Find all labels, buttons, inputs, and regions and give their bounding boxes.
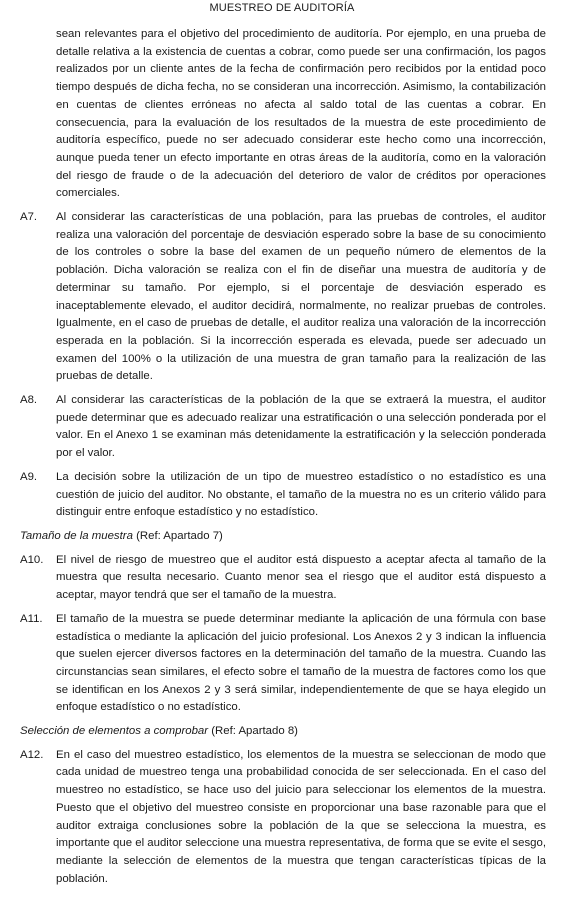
paragraph-text: El nivel de riesgo de muestreo que el auditor está dispuesto a aceptar afecta al tamaño de la muestra que resulta necesario. Cuanto menor sea el riesgo que el auditor está dispuesto a aceptar, mayor tendrá que ser el tamaño de la muestra. [56,553,546,602]
continuation-paragraph [20,26,546,203]
paragraph-number: A12. [20,748,44,761]
document-body [20,26,546,894]
paragraph-text: En el caso del muestreo estadístico, los elementos de la muestra se seleccionan de modo que cada unidad de muestreo tenga una probabilidad conocida de ser seleccionada. En el caso del muestreo no estadístico, se hace uso del juicio para seleccionar los elementos de la muestra. Puesto que el objetivo del muestreo consiste en proporcionar una base razonable para que el auditor extraiga conclusiones sobre la población de la que se selecciona la muestra, es importante que el auditor seleccione una muestra representativa, de forma que se evite el sesgo, mediante la selección de elementos de la muestra que tengan características típicas de la población. [56,748,546,885]
paragraph-a9 [20,469,546,522]
running-header: MUESTREO DE AUDITORÍA [209,2,355,14]
paragraph-text: Al considerar las características de una población, para las pruebas de controles, el auditor realiza una valoración del porcentaje de desviación esperado sobre la base de su conocimiento de los controles o sobre la base del examen de un pequeño número de elementos de la población. Dicha valoración se realiza con el fin de diseñar una muestra de auditoría y de determinar su tamaño. Por ejemplo, si el porcentaje de desviación esperado es inaceptablemente elevado, el auditor decidirá, normalmente, no realizar pruebas de controles. Igualmente, en el caso de pruebas de detalle, el auditor realiza una valoración de la incorrección esperada en la población. Si la incorrección esperada es elevada, puede ser adecuado un examen del 100% o la utilización de una muestra de gran tamaño para la realización de las pruebas de detalle. [56,211,546,383]
paragraph-a11 [20,611,546,717]
paragraph-number: A8. [20,394,38,407]
paragraph-number: A7. [20,211,38,224]
section-heading-item-selection [20,723,546,741]
paragraph-text: El tamaño de la muestra se puede determinar mediante la aplicación de una fórmula con base estadística o mediante la aplicación del juicio profesional. Los Anexos 2 y 3 indican la influencia que suelen ejercer diversos factores en la determinación del tamaño de la muestra. Cuando las circunstancias sean similares, el efecto sobre el tamaño de la muestra de factores como los que se identifican en los Anexos 2 y 3 será similar, independientemente de que se haya elegido un enfoque estadístico o no estadístico. [56,612,546,714]
section-reference: (Ref: Apartado 7) [132,529,223,542]
paragraph-a8 [20,392,546,463]
paragraph-a12 [20,747,546,889]
paragraph-text: Al considerar las características de la población de la que se extraerá la muestra, el auditor puede determinar que es adecuado realizar una estratificación o una selección ponderada por el valor. En el Anexo 1 se examinan más detenidamente la estratificación y la selección ponderada por el valor. [56,394,546,460]
paragraph-number: A11. [20,612,43,625]
section-heading-sample-size [20,528,546,546]
paragraph-a10 [20,552,546,605]
paragraph-number: A9. [20,470,38,483]
paragraph-a7 [20,209,546,386]
section-title: Tamaño de la muestra [20,529,133,542]
paragraph-number: A10. [20,553,44,566]
paragraph-text: La decisión sobre la utilización de un tipo de muestreo estadístico o no estadístico es una cuestión de juicio del auditor. No obstante, el tamaño de la muestra no es un criterio válido para distinguir entre enfoque estadístico y no estadístico. [56,470,546,519]
paragraph-text: sean relevantes para el objetivo del procedimiento de auditoría. Por ejemplo, en una prueba de detalle relativa a la existencia de cuentas a cobrar, como puede ser una confirmación, los pagos realizados por un cliente antes de la fecha de confirmación pero recibidos por la entidad poco tiempo después de dicha fecha, no se consideran una incorrección. Asimismo, la contabilización en cuentas de clientes erróneas no afecta al saldo total de las cuentas a cobrar. En consecuencia, para la evaluación de los resultados de la muestra de este procedimiento de auditoría específico, puede no ser adecuado considerar este hecho como una incorrección, aunque pueda tener un efecto importante en otras áreas de la auditoría, como en la valoración del riesgo de fraude o de la adecuación del deterioro de valor de créditos por operaciones comerciales. [56,28,546,200]
section-title: Selección de elementos a comprobar [20,725,209,738]
section-reference: (Ref: Apartado 8) [208,725,298,738]
